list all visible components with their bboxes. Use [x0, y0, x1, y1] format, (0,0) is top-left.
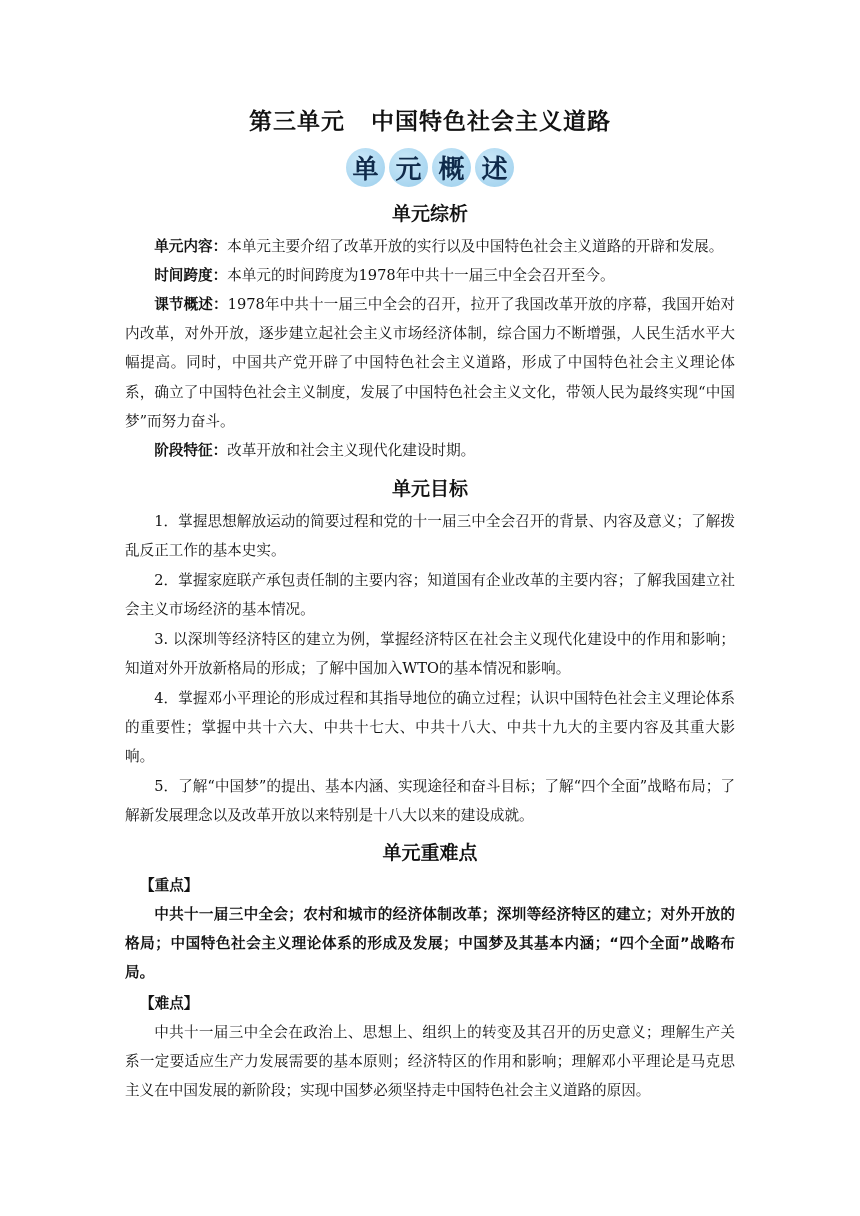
- time-span-text: 本单元的时间跨度为1978年中共十一届三中全会召开至今。: [227, 267, 615, 284]
- section-heading-goals: 单元目标: [391, 478, 468, 500]
- content-paragraph: [125, 232, 735, 261]
- goal-item: 2．掌握家庭联产承包责任制的主要内容；知道国有企业改革的主要内容；了解我国建立社会主义市场经济的基本情况。: [125, 572, 735, 619]
- content-label: 单元内容：: [154, 238, 228, 255]
- banner-char: 元: [389, 148, 428, 187]
- goal-item: 1．掌握思想解放运动的简要过程和党的十一届三中全会召开的背景、内容及意义；了解拨乱反正工作的基本史实。: [125, 513, 735, 560]
- summary-text: 1978年中共十一届三中全会的召开，拉开了我国改革开放的序幕，我国开始对内改革，对外开放，逐步建立起社会主义市场经济体制，综合国力不断增强，人民生活水平大幅提高。同时，中国共产党开辟了中国特色社会主义道路，形成了中国特色社会主义理论体系，确立了中国特色社会主义制度，发展了中国特色社会主义文化，带领人民为最终实现“中国梦”而努力奋斗。: [125, 296, 735, 430]
- unit-number: 第三单元: [249, 109, 345, 135]
- goal-item: 3. 以深圳等经济特区的建立为例，掌握经济特区在社会主义现代化建设中的作用和影响；知道对外开放新格局的形成；了解中国加入WTO的基本情况和影响。: [125, 631, 735, 678]
- unit-title: [0, 103, 860, 136]
- section-heading-key-points: 单元重难点: [382, 842, 478, 864]
- key-points-label: 【重点】: [140, 877, 199, 894]
- stage-label: 阶段特征：: [154, 442, 228, 459]
- stage-text: 改革开放和社会主义现代化建设时期。: [227, 442, 476, 459]
- banner-char: 述: [475, 148, 514, 187]
- goal-item: 5．了解“中国梦”的提出、基本内涵、实现途径和奋斗目标；了解“四个全面”战略布局；了解新发展理念以及改革开放以来特别是十八大以来的建设成就。: [125, 778, 735, 825]
- time-span-paragraph: [125, 261, 735, 290]
- content-text: 本单元主要介绍了改革开放的实行以及中国特色社会主义道路的开辟和发展。: [227, 238, 724, 255]
- summary-label: 课节概述：: [154, 296, 228, 313]
- key-points-text: 中共十一届三中全会；农村和城市的经济体制改革；深圳等经济特区的建立；对外开放的格局；中国特色社会主义理论体系的形成及发展；中国梦及其基本内涵；“四个全面”战略布局。: [125, 906, 735, 982]
- banner-char: 概: [432, 148, 471, 187]
- unit-overview-banner: [0, 148, 860, 187]
- stage-paragraph: [125, 436, 735, 465]
- time-span-label: 时间跨度：: [154, 267, 228, 284]
- summary-paragraph: [125, 290, 735, 436]
- difficult-points-label: 【难点】: [140, 995, 199, 1012]
- difficult-points-text: 中共十一届三中全会在政治上、思想上、组织上的转变及其召开的历史意义；理解生产关系一定要适应生产力发展需要的基本原则；经济特区的作用和影响；理解邓小平理论是马克思主义在中国发展的新阶段；实现中国梦必须坚持走中国特色社会主义道路的原因。: [125, 1024, 735, 1100]
- unit-name: 中国特色社会主义道路: [371, 109, 611, 135]
- section-heading-overview: 单元综析: [391, 203, 468, 225]
- goal-item: 4．掌握邓小平理论的形成过程和其指导地位的确立过程；认识中国特色社会主义理论体系的重要性；掌握中共十六大、中共十七大、中共十八大、中共十九大的主要内容及其重大影响。: [125, 690, 735, 766]
- banner-char: 单: [346, 148, 385, 187]
